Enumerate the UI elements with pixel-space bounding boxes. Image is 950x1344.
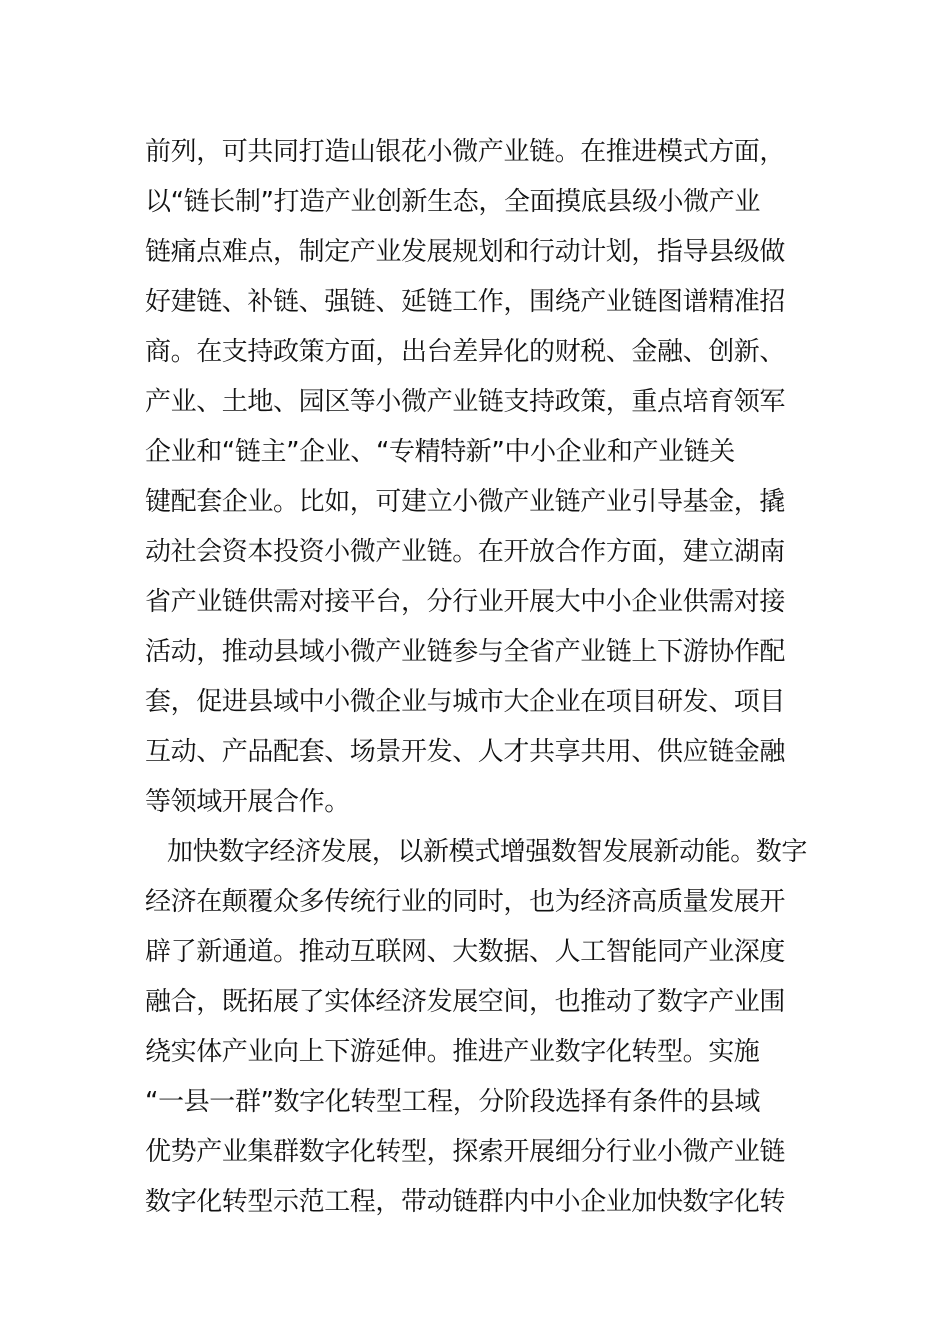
- text-line: 套，促进县域中小微企业与城市大企业在项目研发、项目: [145, 687, 786, 717]
- paragraph-first-line: 加快数字经济发展，以新模式增强数智发展新动能。数字: [167, 837, 808, 867]
- text-line: 等领域开展合作。: [145, 787, 350, 817]
- text-line: 企业和“链主”企业、“专精特新”中小企业和产业链关: [145, 437, 735, 467]
- text-line: 商。在支持政策方面，出台差异化的财税、金融、创新、: [145, 337, 786, 367]
- text-line: 融合，既拓展了实体经济发展空间，也推动了数字产业围: [145, 987, 786, 1017]
- text-line: 产业、土地、园区等小微产业链支持政策，重点培育领军: [145, 387, 786, 417]
- text-line: 辟了新通道。推动互联网、大数据、人工智能同产业深度: [145, 937, 786, 967]
- text-line: 前列，可共同打造山银花小微产业链。在推进模式方面，: [145, 137, 786, 167]
- body-text: [145, 127, 810, 1227]
- text-line: 链痛点难点，制定产业发展规划和行动计划，指导县级做: [145, 237, 786, 267]
- text-line: 互动、产品配套、场景开发、人才共享共用、供应链金融: [145, 737, 786, 767]
- text-line: “一县一群”数字化转型工程，分阶段选择有条件的县域: [145, 1087, 760, 1117]
- text-line: 键配套企业。比如，可建立小微产业链产业引导基金，撬: [145, 487, 786, 517]
- text-line: 好建链、补链、强链、延链工作，围绕产业链图谱精准招: [145, 287, 786, 317]
- text-line: 经济在颠覆众多传统行业的同时，也为经济高质量发展开: [145, 887, 786, 917]
- text-line: 活动，推动县域小微产业链参与全省产业链上下游协作配: [145, 637, 786, 667]
- text-line: 优势产业集群数字化转型，探索开展细分行业小微产业链: [145, 1137, 786, 1167]
- text-line: 以“链长制”打造产业创新生态，全面摸底县级小微产业: [145, 187, 760, 217]
- text-line: 数字化转型示范工程，带动链群内中小企业加快数字化转: [145, 1187, 786, 1217]
- text-line: 动社会资本投资小微产业链。在开放合作方面，建立湖南: [145, 537, 786, 567]
- text-line: 省产业链供需对接平台，分行业开展大中小企业供需对接: [145, 587, 786, 617]
- text-line: 绕实体产业向上下游延伸。推进产业数字化转型。实施: [145, 1037, 760, 1067]
